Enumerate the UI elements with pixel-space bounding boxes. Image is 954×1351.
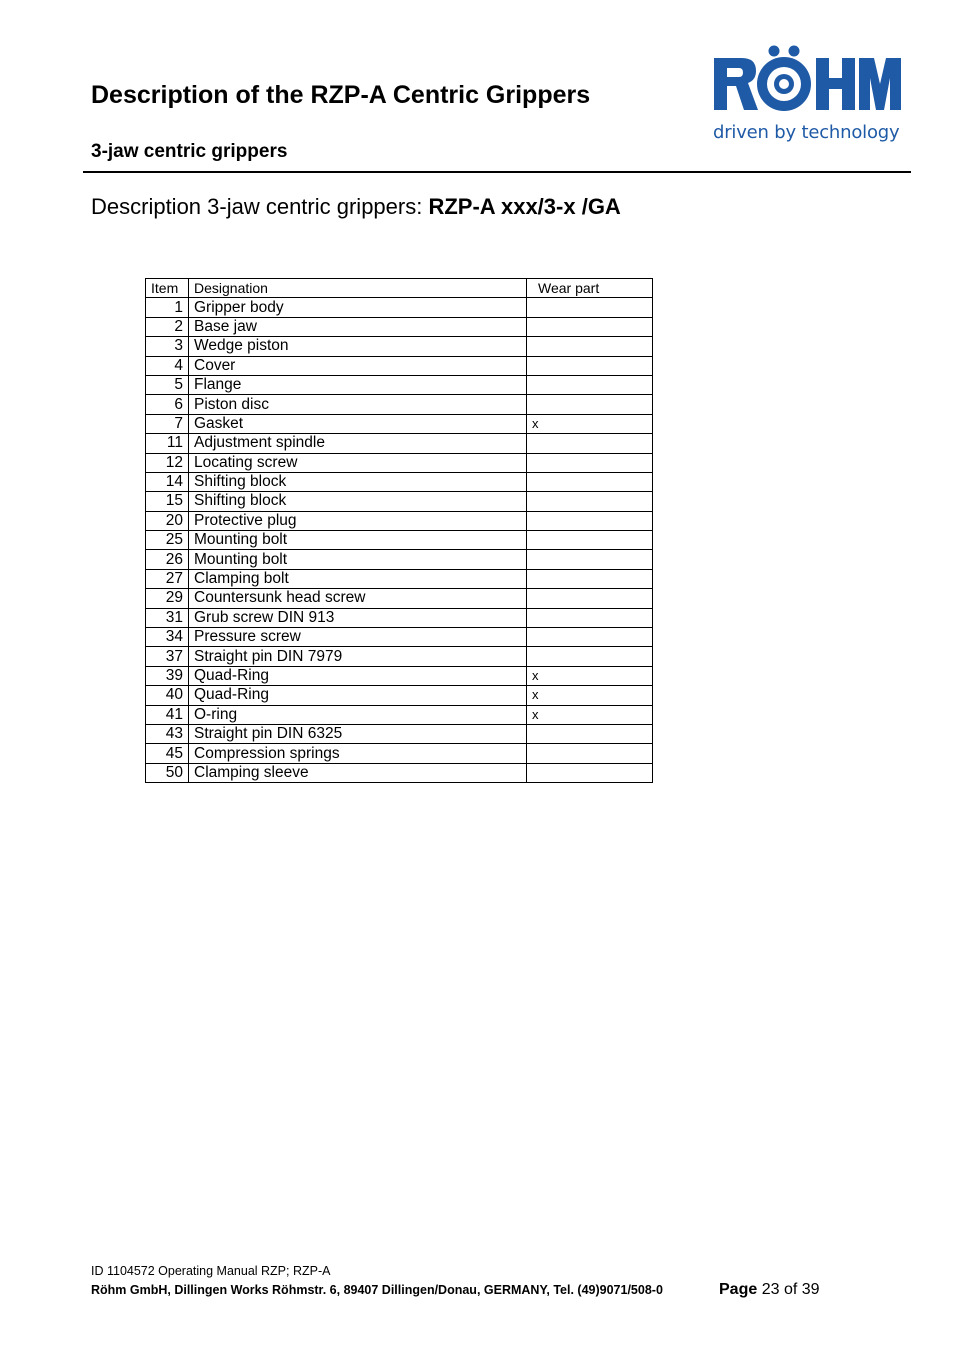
item-cell: 25	[146, 531, 189, 550]
wear-part-cell	[527, 744, 653, 763]
table-row	[146, 550, 653, 569]
column-header-wear-part: Wear part	[527, 279, 653, 298]
roehm-logo	[712, 44, 904, 150]
designation-cell: Clamping bolt	[189, 569, 527, 588]
designation-cell: Shifting block	[189, 492, 527, 511]
item-cell: 5	[146, 375, 189, 394]
table-row	[146, 356, 653, 375]
wear-part-cell	[527, 589, 653, 608]
wear-part-cell	[527, 531, 653, 550]
wear-part-cell: x	[527, 666, 653, 685]
designation-cell: Countersunk head screw	[189, 589, 527, 608]
wear-part-cell	[527, 395, 653, 414]
table-row	[146, 492, 653, 511]
item-cell: 26	[146, 550, 189, 569]
wear-part-cell	[527, 550, 653, 569]
header-divider	[83, 171, 911, 173]
designation-cell: Quad-Ring	[189, 666, 527, 685]
wear-part-cell: x	[527, 686, 653, 705]
item-cell: 34	[146, 628, 189, 647]
wear-part-cell	[527, 511, 653, 530]
designation-cell: Gasket	[189, 414, 527, 433]
column-header-item: Item	[146, 279, 189, 298]
item-cell: 11	[146, 434, 189, 453]
table-row	[146, 531, 653, 550]
footer-document-id: ID 1104572 Operating Manual RZP; RZP-A	[91, 1264, 331, 1278]
table-row	[146, 472, 653, 491]
wear-part-cell	[527, 298, 653, 317]
wear-part-cell	[527, 647, 653, 666]
designation-cell: Adjustment spindle	[189, 434, 527, 453]
item-cell: 27	[146, 569, 189, 588]
wear-part-cell	[527, 724, 653, 743]
wear-part-cell	[527, 492, 653, 511]
item-cell: 43	[146, 724, 189, 743]
wear-part-cell	[527, 608, 653, 627]
wear-part-cell	[527, 375, 653, 394]
table-row	[146, 589, 653, 608]
item-cell: 14	[146, 472, 189, 491]
item-cell: 29	[146, 589, 189, 608]
item-cell: 3	[146, 337, 189, 356]
table-row	[146, 666, 653, 685]
table-row	[146, 763, 653, 782]
table-row	[146, 647, 653, 666]
wear-part-cell	[527, 569, 653, 588]
designation-cell: O-ring	[189, 705, 527, 724]
table-row	[146, 375, 653, 394]
item-cell: 6	[146, 395, 189, 414]
parts-table-body	[146, 298, 653, 783]
designation-cell: Cover	[189, 356, 527, 375]
wear-part-cell	[527, 628, 653, 647]
item-cell: 1	[146, 298, 189, 317]
designation-cell: Wedge piston	[189, 337, 527, 356]
table-row	[146, 608, 653, 627]
item-cell: 39	[146, 666, 189, 685]
table-row	[146, 298, 653, 317]
designation-cell: Locating screw	[189, 453, 527, 472]
footer-address: Röhm GmbH, Dillingen Works Röhmstr. 6, 89407 Dillingen/Donau, GERMANY, Tel. (49)9071/508-0	[91, 1283, 663, 1297]
page-title: Description of the RZP-A Centric Grippers	[91, 81, 591, 109]
parts-table	[145, 278, 653, 783]
item-cell: 7	[146, 414, 189, 433]
wear-part-cell	[527, 356, 653, 375]
roehm-logo-mark	[712, 44, 902, 114]
page-number	[719, 1280, 820, 1299]
wear-part-cell: x	[527, 705, 653, 724]
designation-cell: Straight pin DIN 6325	[189, 724, 527, 743]
item-cell: 20	[146, 511, 189, 530]
item-cell: 15	[146, 492, 189, 511]
wear-part-cell: x	[527, 414, 653, 433]
table-row	[146, 414, 653, 433]
table-row	[146, 686, 653, 705]
item-cell: 41	[146, 705, 189, 724]
designation-cell: Clamping sleeve	[189, 763, 527, 782]
table-row	[146, 744, 653, 763]
designation-cell: Protective plug	[189, 511, 527, 530]
designation-cell: Quad-Ring	[189, 686, 527, 705]
item-cell: 31	[146, 608, 189, 627]
section-heading-prefix: Description 3-jaw centric grippers:	[91, 194, 429, 219]
wear-part-cell	[527, 453, 653, 472]
table-row	[146, 511, 653, 530]
designation-cell: Grub screw DIN 913	[189, 608, 527, 627]
designation-cell: Mounting bolt	[189, 531, 527, 550]
page-count: 23 of 39	[757, 1281, 820, 1298]
designation-cell: Piston disc	[189, 395, 527, 414]
model-code: RZP-A xxx/3-x /GA	[428, 194, 621, 219]
item-cell: 37	[146, 647, 189, 666]
designation-cell: Compression springs	[189, 744, 527, 763]
designation-cell: Flange	[189, 375, 527, 394]
page-subtitle: 3-jaw centric grippers	[91, 141, 288, 162]
designation-cell: Straight pin DIN 7979	[189, 647, 527, 666]
table-row	[146, 317, 653, 336]
item-cell: 4	[146, 356, 189, 375]
designation-cell: Pressure screw	[189, 628, 527, 647]
table-row	[146, 724, 653, 743]
table-row	[146, 337, 653, 356]
designation-cell: Base jaw	[189, 317, 527, 336]
wear-part-cell	[527, 337, 653, 356]
table-row	[146, 453, 653, 472]
table-row	[146, 705, 653, 724]
designation-cell: Mounting bolt	[189, 550, 527, 569]
item-cell: 50	[146, 763, 189, 782]
page-label: Page	[719, 1281, 758, 1298]
table-row	[146, 434, 653, 453]
item-cell: 45	[146, 744, 189, 763]
wear-part-cell	[527, 763, 653, 782]
item-cell: 12	[146, 453, 189, 472]
item-cell: 2	[146, 317, 189, 336]
table-row	[146, 628, 653, 647]
wear-part-cell	[527, 434, 653, 453]
section-heading	[91, 194, 621, 220]
logo-tagline: driven by technology	[713, 122, 900, 143]
designation-cell: Gripper body	[189, 298, 527, 317]
item-cell: 40	[146, 686, 189, 705]
column-header-designation: Designation	[189, 279, 527, 298]
wear-part-cell	[527, 472, 653, 491]
designation-cell: Shifting block	[189, 472, 527, 491]
table-row	[146, 395, 653, 414]
table-row	[146, 569, 653, 588]
wear-part-cell	[527, 317, 653, 336]
table-header-row	[146, 279, 653, 298]
